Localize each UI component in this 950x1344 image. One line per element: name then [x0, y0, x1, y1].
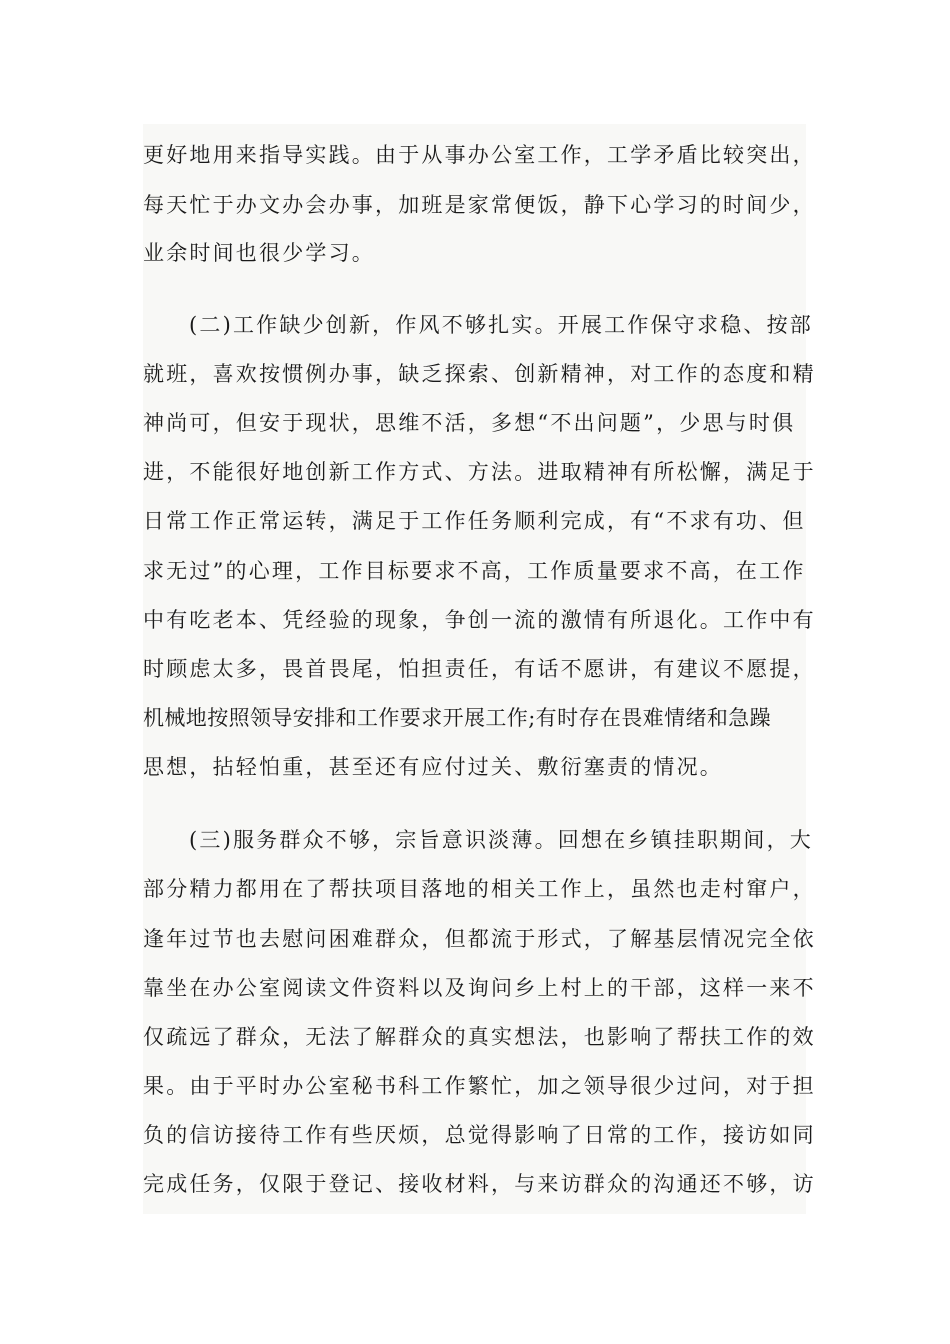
paragraph-line: 就班，喜欢按惯例办事，缺乏探索、创新精神，对工作的态度和精: [143, 362, 816, 386]
paragraph-line: 思想，拈轻怕重，甚至还有应付过关、敷衍塞责的情况。: [143, 755, 723, 779]
paragraph-line: 中有吃老本、凭经验的现象，争创一流的激情有所退化。工作中有: [143, 608, 816, 632]
paragraph-line: 逢年过节也去慰问困难群众，但都流于形式，了解基层情况完全依: [143, 927, 816, 951]
paragraph-line: 仅疏远了群众，无法了解群众的真实想法，也影响了帮扶工作的效: [143, 1025, 816, 1049]
paragraph-line: 时顾虑太多，畏首畏尾，怕担责任，有话不愿讲，有建议不愿提，: [143, 657, 816, 681]
paragraph-line: 每天忙于办文办会办事，加班是家常便饭，静下心学习的时间少，: [143, 193, 816, 217]
paragraph-line: 神尚可，但安于现状，思维不活，多想“不出问题”，少思与时俱: [143, 411, 796, 435]
paragraph-line: 日常工作正常运转，满足于工作任务顺利完成，有“不求有功、但: [143, 509, 806, 533]
document-text-block: [143, 124, 816, 1214]
paragraph-line: 负的信访接待工作有些厌烦，总觉得影响了日常的工作，接访如同: [143, 1123, 816, 1147]
paragraph-line: 求无过”的心理，工作目标要求不高，工作质量要求不高，在工作: [143, 559, 806, 583]
paragraph-line: 更好地用来指导实践。由于从事办公室工作，工学矛盾比较突出，: [143, 143, 816, 167]
paragraph-line: 进，不能很好地创新工作方式、方法。进取精神有所松懈，满足于: [143, 460, 816, 484]
paragraph-line: 业余时间也很少学习。: [143, 241, 375, 265]
paragraph-line: 完成任务，仅限于登记、接收材料，与来访群众的沟通还不够，访: [143, 1172, 816, 1196]
paragraph-line: 机械地按照领导安排和工作要求开展工作;有时存在畏难情绪和急躁: [143, 706, 772, 730]
paragraph-line: 部分精力都用在了帮扶项目落地的相关工作上，虽然也走村窜户，: [143, 877, 816, 901]
paragraph-line: (二)工作缺少创新，作风不够扎实。开展工作保守求稳、按部: [189, 313, 813, 337]
paragraph-line: 果。由于平时办公室秘书科工作繁忙，加之领导很少过问，对于担: [143, 1074, 816, 1098]
paragraph-line: (三)服务群众不够，宗旨意识淡薄。回想在乡镇挂职期间，大: [189, 828, 813, 852]
paragraph-line: 靠坐在办公室阅读文件资料以及询问乡上村上的干部，这样一来不: [143, 976, 816, 1000]
